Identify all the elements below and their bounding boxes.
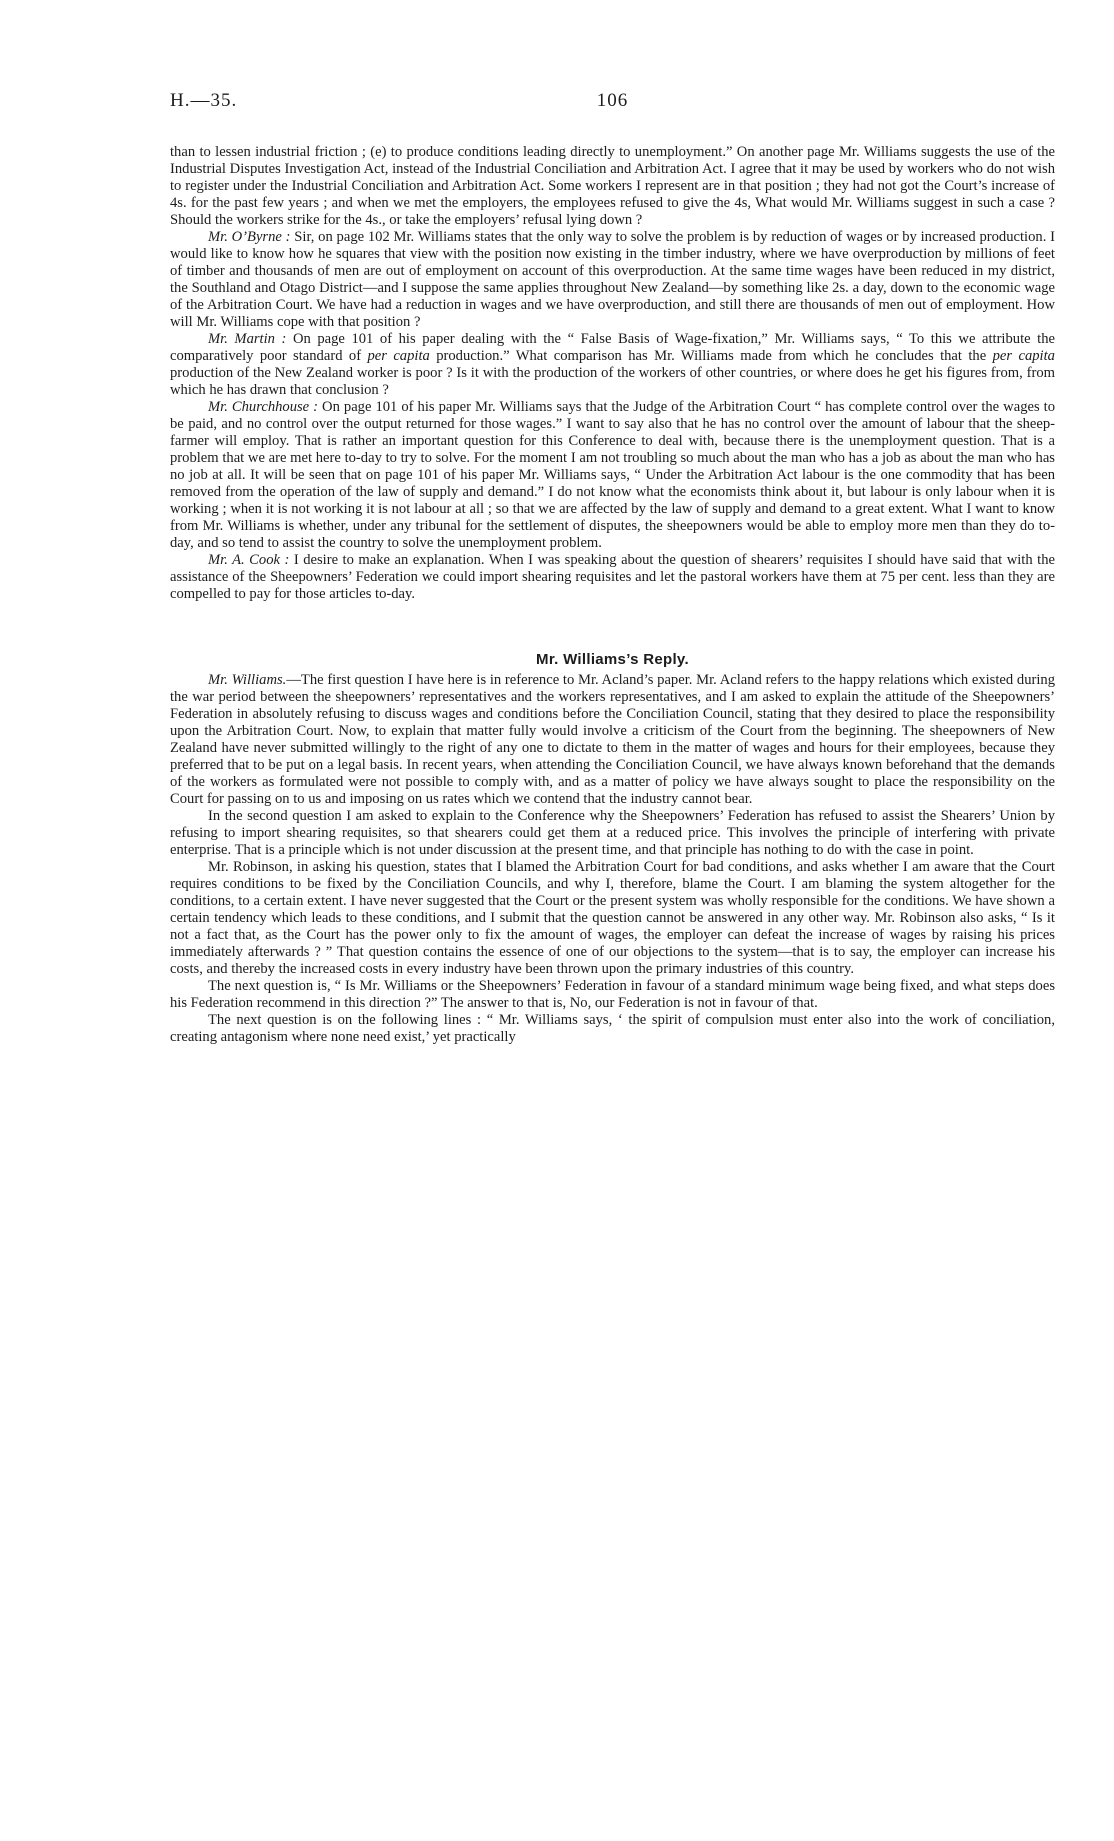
paragraph <box>170 552 1055 603</box>
running-head <box>170 90 1055 120</box>
section-heading: Mr. Williams’s Reply. <box>536 651 689 668</box>
paragraph-text: On page 101 of his paper Mr. Williams says that the Judge of the Arbitration Court “ has complete control over the wages to be paid, and no control over the output returned for those wages.” I want to say also that he has no control over the amount of labour that the sheep-farmer will employ. That is rather an important question for this Conference to deal with, because there is the unemployment question. That is a problem that we are met here to-day to try to solve. For the moment I am not troubling so much about the man who has a job as about the man who has no job at all. It will be seen that on page 101 of his paper Mr. Williams says, “ Under the Arbitration Act labour is the one commodity that has been removed from the operation of the law of supply and demand.” I do not know what the economists think about it, but labour is only labour when it is working ; when it is not working it is not labour at all ; so that we are affected by the law of supply and demand to a great extent. What I want to know from Mr. Williams is whether, under any tribunal for the settlement of disputes, the sheepowners would be able to employ more men than they do to-day, and so tend to assist the country to solve the unemployment problem. <box>170 399 1056 551</box>
paragraph: In the second question I am asked to explain to the Conference why the Sheepowners’ Federation has refused to assist the Shearers’ Union by refusing to import shearing requisites, so that shearers could get them at a reduced price. This involves the principle of interfering with private enterprise. That is a principle which is not under discussion at the present time, and that principle has nothing to do with the case in point. <box>170 808 1055 858</box>
speaker-name: Mr. O’Byrne : <box>208 229 291 245</box>
italic-term: per capita <box>367 348 430 364</box>
paragraph: Mr. Robinson, in asking his question, states that I blamed the Arbitration Court for bad conditions, and asks whether I am aware that the Court requires conditions to be fixed by the Conciliation Councils, and why I, therefore, blame the Court. I am blaming the system altogether for the conditions, to a certain extent. I have never suggested that the Court or the present system was wholly responsible for the conditions. We have shown a certain tendency which leads to these conditions, and I submit that the question cannot be answered in any other way. Mr. Robinson also asks, “ Is it not a fact that, as the Court has the power only to fix the amount of wages, the employer can defeat the increase of wages by raising his prices immediately afterwards ? ” That question contains the essence of one of our objections to the system—that is to say, the employer can increase his costs, and thereby the increased costs in every industry have been thrown upon the primary industries of this country. <box>170 859 1055 977</box>
paragraph-text: than to lessen industrial friction ; (e) to produce conditions leading directly to unemployment.” On another page Mr. Williams suggests the use of the Industrial Disputes Investigation Act, instead of the Industrial Conciliation and Arbitration Act. I agree that it may be used by workers who do not wish to register under the Industrial Conciliation and Arbitration Act. Some workers I represent are in that position ; they had not got the Court’s increase of 4s. for the past few years ; and when we met the employers, the employees refused to give the 4s, What would Mr. Williams suggest in such a case ? Should the workers strike for the 4s., or take the employers’ refusal lying down ? <box>170 144 1055 228</box>
paragraph-text: —The first question I have here is in reference to Mr. Acland’s paper. Mr. Acland refers to the happy relations which existed during the war period between the sheepowners’ representatives and the workers representatives, and I am asked to explain the attitude of the Sheepowners’ Federation in absolutely refusing to discuss wages and conditions before the Conciliation Council, stating that they desired to place the responsibility upon the Arbitration Court. Now, to explain that matter fully would involve a criticism of the Court from the beginning. The sheepowners of New Zealand have never submitted willingly to the right of any one to dictate to them in the matter of wages and hours for their employees, because they preferred that to be put on a legal basis. In recent years, when attending the Conciliation Council, we have always known beforehand that the demands of the workers as formulated were not possible to comply with, and as a matter of policy we have always sought to place the responsibility on the Court for passing on to us and imposing on us rates which we contend that the industry cannot bear. <box>170 672 1055 807</box>
paragraph <box>170 229 1055 331</box>
paragraph: The next question is on the following lines : “ Mr. Williams says, ‘ the spirit of compulsion must enter also into the work of conciliation, creating antagonism where none need exist,’ yet practically <box>170 1012 1055 1045</box>
paragraph <box>170 144 1055 229</box>
speaker-name: Mr. Martin : <box>208 331 287 347</box>
paragraph-text: Sir, on page 102 Mr. Williams states that the only way to solve the problem is by reduction of wages or by increased production. I would like to know how he squares that view with the position now existing in the timber industry, where we have overproduction by millions of feet of timber and thousands of men are out of employment on account of this overproduction. At the same time wages have been reduced in my district, the Southland and Otago District—and I suppose the same applies throughout New Zealand—by something like 2s. a day, down to the economic wage of the Arbitration Court. We have had a reduction in wages and we have overproduction, and still there are thousands of men out of employment. How will Mr. Williams cope with that position ? <box>170 229 1055 330</box>
body-text <box>170 144 1055 1046</box>
paragraph-text: On page 101 of his paper dealing with the “ False Basis of Wage-fixation,” Mr. Williams says, “ To this we attribute the comparatively poor standard of <box>170 331 1056 364</box>
italic-term: per capita <box>992 348 1055 364</box>
paragraph <box>170 399 1055 552</box>
paragraph <box>170 672 1055 808</box>
paragraph-text: I desire to make an explanation. When I was speaking about the question of shearers’ requisites I should have said that with the assistance of the Sheepowners’ Federation we could import shearing requisites and let the pastoral workers have them at 75 per cent. less than they are compelled to pay for those articles to-day. <box>170 552 1055 602</box>
paragraph <box>170 331 1055 399</box>
speaker-name: Mr. Churchhouse : <box>208 399 319 415</box>
document-reference: H.—35. <box>170 90 238 111</box>
page-number: 106 <box>596 90 629 111</box>
speaker-name: Mr. A. Cook : <box>208 552 290 568</box>
paragraph-text: production of the New Zealand worker is poor ? Is it with the production of the workers of other countries, or where does he get his figures from, from which he has drawn that conclusion ? <box>170 365 1055 398</box>
speaker-name: Mr. Williams. <box>208 672 287 688</box>
paragraph-text: production.” What comparison has Mr. Williams made from which he concludes that the <box>429 348 993 364</box>
paragraph: The next question is, “ Is Mr. Williams or the Sheepowners’ Federation in favour of a standard minimum wage being fixed, and what steps does his Federation recommend in this direction ?” The answer to that is, No, our Federation is not in favour of that. <box>170 978 1055 1011</box>
